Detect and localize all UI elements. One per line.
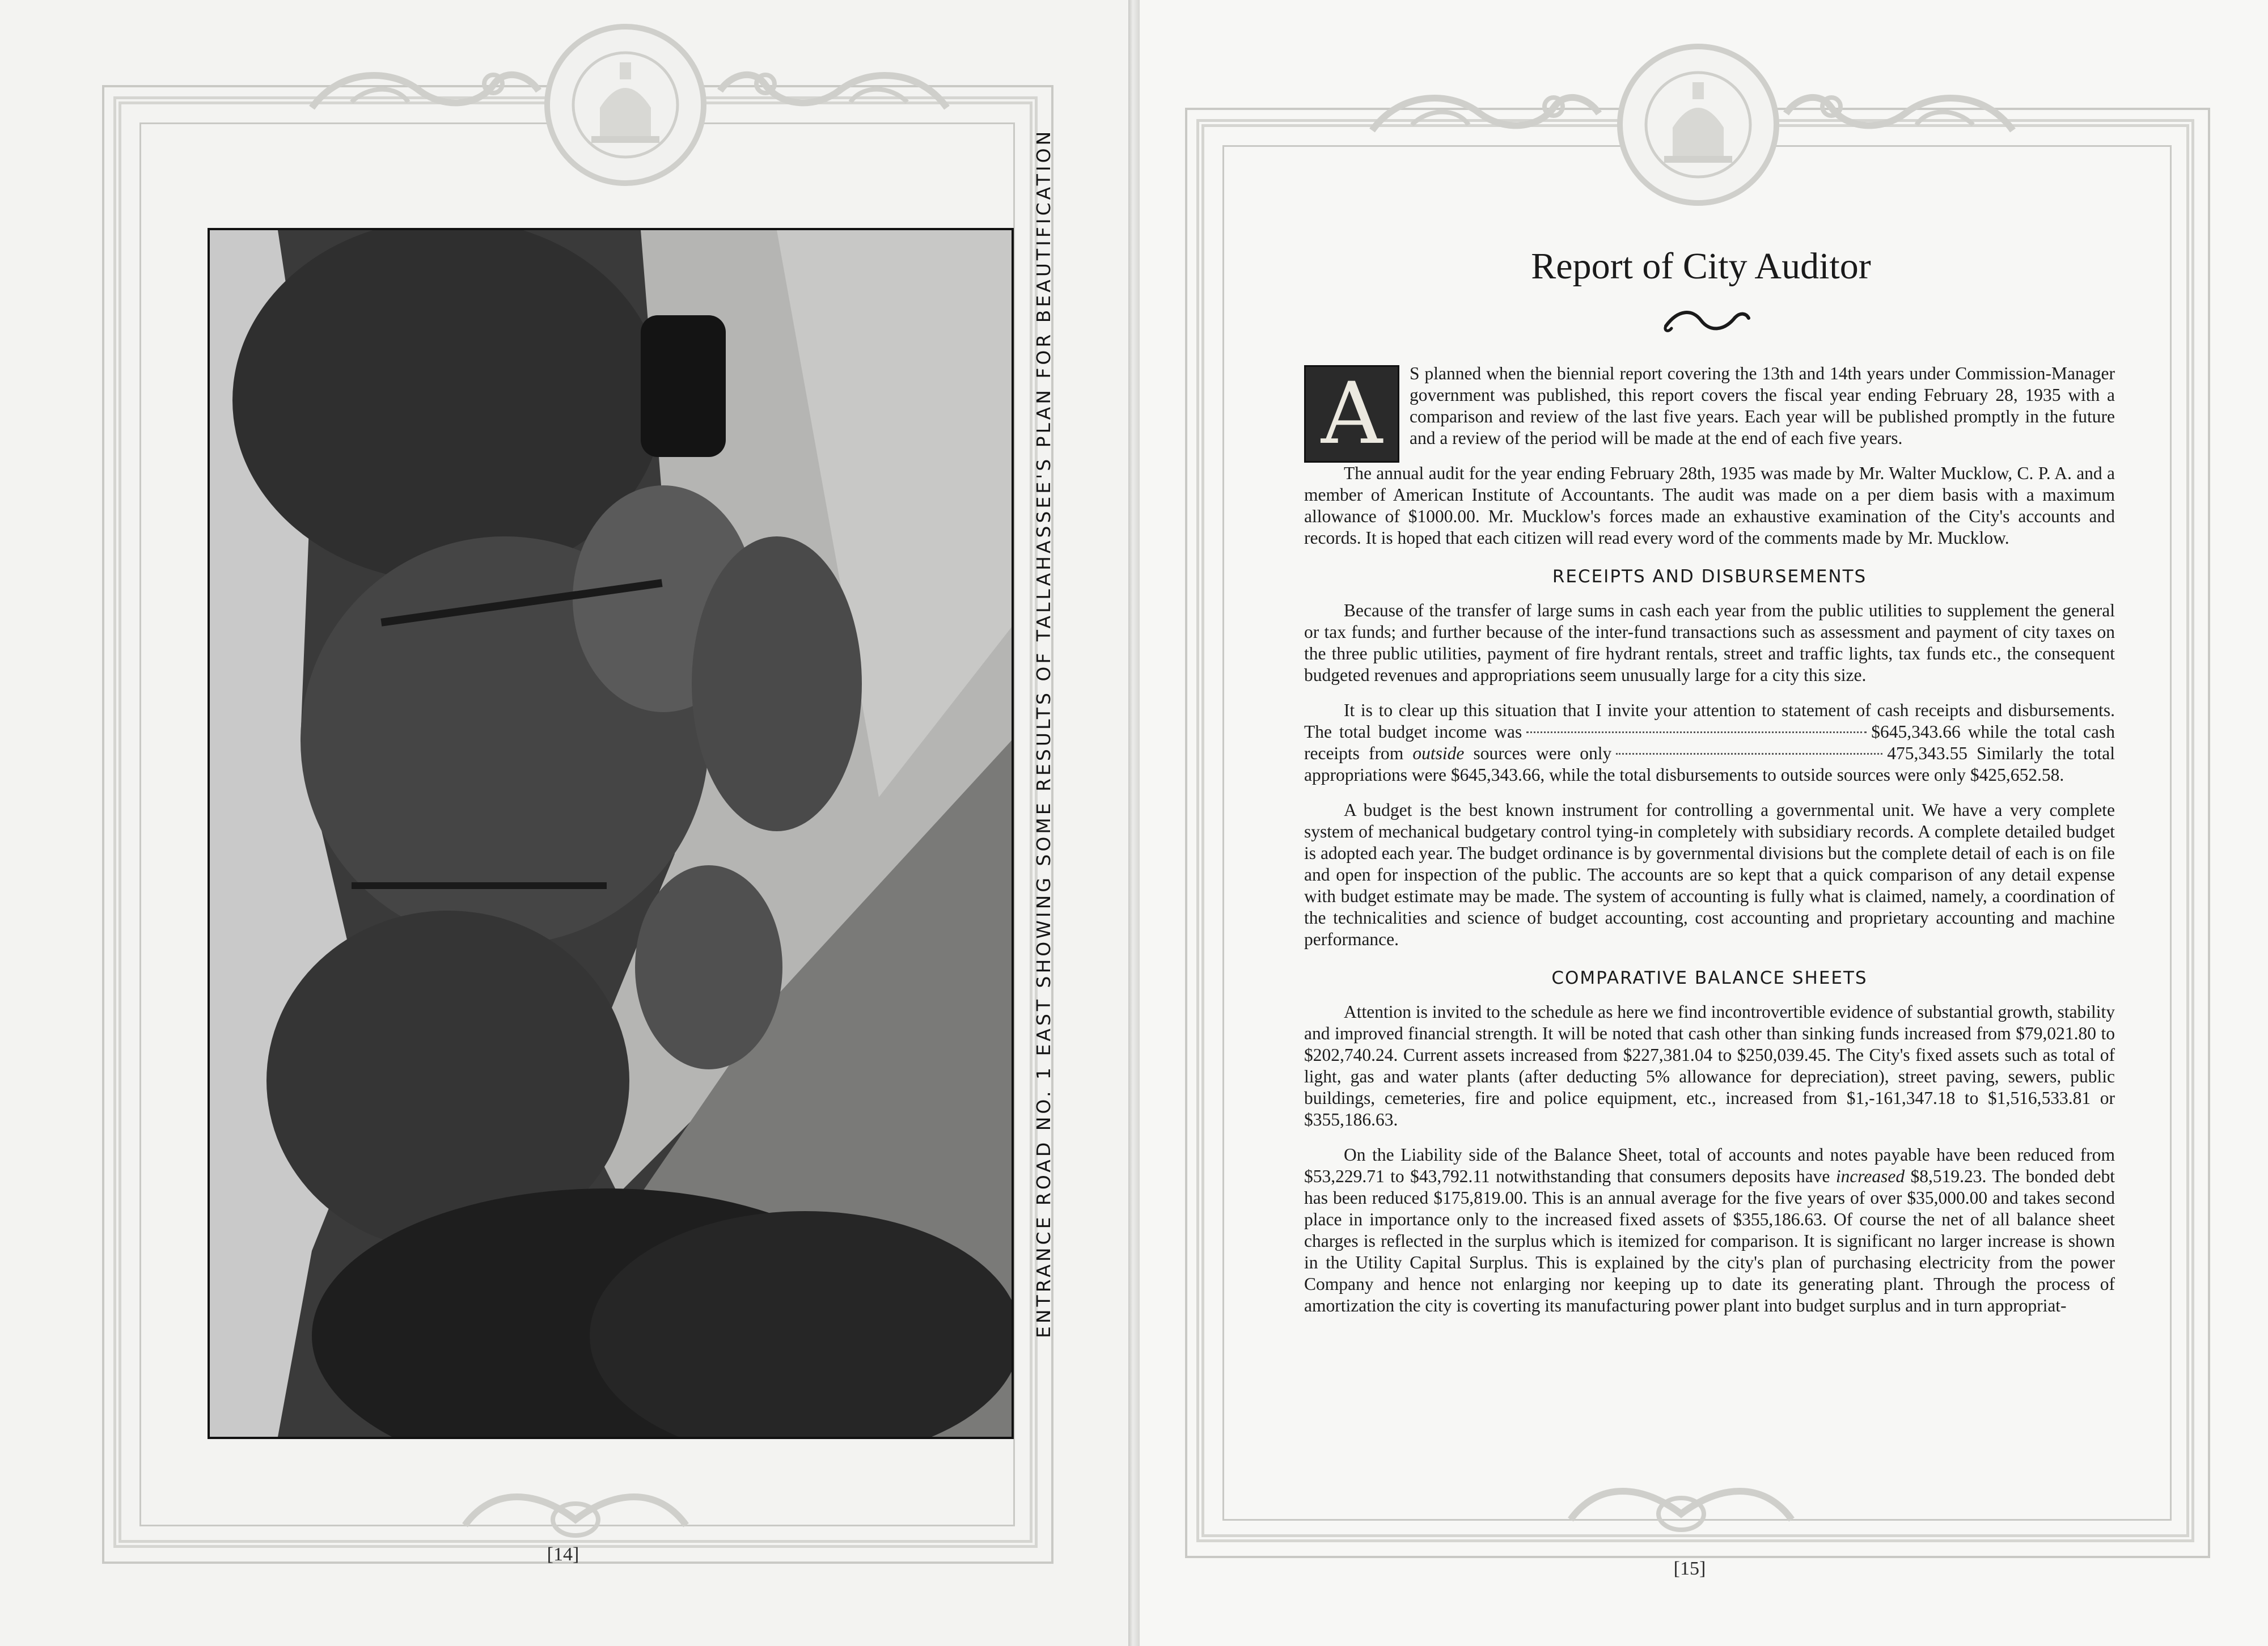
balance-paragraph-2 <box>1304 1144 2115 1317</box>
photo-caption: ENTRANCE ROAD NO. 1 EAST SHOWING SOME RESULTS OF TALLAHASSEE'S PLAN FOR BEAUTIFICATION <box>1033 128 1055 1338</box>
report-body <box>1304 363 2115 1330</box>
balance-paragraph-2-pre: On the Liability side of the Balance Sheet, total of accounts and notes payable have been reduced from $53,229.71 to $43,792.11 notwithstanding that consumers deposits have <box>1304 1145 2115 1186</box>
intro-paragraph <box>1304 363 2115 463</box>
balance-paragraph-1: Attention is invited to the schedule as here we find incontrovertible evidence of substantial growth, stability and improved financial strength. It will be noted that cash other than sinking funds increased from $79,021.80 to $202,740.24. Current assets increased from $227,381.04 to $250,039.45. The City's fixed assets such as total of light, gas and water plants (after deducting 5% allowance for depreciation), street paving, sewers, public buildings, cemeteries, fire and police equipment, etc., increased from $1,-161,347.18 to $1,516,533.81 or $355,186.63. <box>1304 1002 2115 1129</box>
city-seal-icon <box>543 23 708 187</box>
scroll-ornament-icon <box>714 57 953 125</box>
receipts-paragraph-1: Because of the transfer of large sums in cash each year from the public utilities to supplement the general or tax funds; and further because of the inter-fund transactions such as assessment and payment of city taxes on the three public utilities, payment of fire hydrant rentals, street and traffic lights, tax funds etc., the consequent budgeted revenues and appropriations seem unusually large for a city this size. <box>1304 600 2115 685</box>
receipts-paragraph-2b-post: sources were only <box>1473 743 1612 763</box>
budget-paragraph: A budget is the best known instrument for controlling a governmental unit. We have a very complete system of mechanical budgetary control tying-in completely with subsidiary records. A complete detailed budget is adopted each year. The budget ordinance is by governmental divisions but the complete detail of each is on file and open for inspection of the public. The accounts are so kept that a quick comparison of any detail expense with budget estimate may be made. The system of accounting is fully what is claimed, namely, a coordination of the technicalities and science of budget accounting, cost accounting and proprietary accounting and machine performance. <box>1304 800 2115 949</box>
scroll-ornament-icon <box>1780 79 2019 147</box>
bottom-scroll-ornament-icon <box>1559 1474 1803 1542</box>
receipts-paragraph-2c: Similarly the total appropriations were $645,343.66, while the total disbursements to outside sources were only $425,652.58. <box>1304 743 2115 785</box>
intro-text: S planned when the biennial report covering the 13th and 14th years under Commission-Manager government was published, this report covers the fiscal year ending February 28, 1935 with a comparison and review of the last five years. Each year will be published promptly in the future and a review of the period will be made at the end of each five years. <box>1410 363 2115 448</box>
balance-paragraph-2-post: $8,519.23. The bonded debt has been reduced $175,819.00. This is an annual average for the five years of over $35,000.00 and takes second place in importance only to the increased fixed assets of $355,186.63. Of course the net of all balance sheet charges is reflected in the surplus which is itemized for comparison. It is significant no larger increase is shown in the Utility Capital Surplus. This is explained by the city's plan of purchasing electricity from the power Company and hence not enlarging nor keeping up to date its generating plant. Through the process of amortization the city is coverting its manufacturing power plant into budget surplus and in turn appropriat- <box>1304 1166 2115 1315</box>
dropcap-letter: A <box>1321 365 1383 463</box>
emphasis-outside: outside <box>1412 743 1465 763</box>
section-heading-receipts: RECEIPTS AND DISBURSEMENTS <box>1552 566 1867 587</box>
section-heading-balance: COMPARATIVE BALANCE SHEETS <box>1551 968 1868 988</box>
page-number: [15] <box>1673 1558 1706 1579</box>
dot-leader <box>1526 731 1867 733</box>
scroll-ornament-icon <box>1366 79 1605 147</box>
book-gutter <box>1128 0 1140 1646</box>
left-page <box>0 0 1128 1646</box>
amount-outside: 475,343.55 <box>1887 743 1968 763</box>
audit-paragraph: The annual audit for the year ending February 28th, 1935 was made by Mr. Walter Mucklow, C. P. A. and a member of American Institute of Accountants. The audit was made on a per diem basis with a maximum allowance of $1000.00. Mr. Mucklow's forces made an exhaustive examination of the City's accounts and records. It is hoped that each citizen will read every word of the comments made by Mr. Mucklow. <box>1304 463 2115 548</box>
dot-leader <box>1616 753 1882 755</box>
city-seal-icon <box>1616 43 1780 207</box>
photo-entrance-road <box>208 228 1014 1439</box>
swash-ornament-icon <box>1661 303 1752 337</box>
emphasis-increased: increased <box>1835 1166 1905 1186</box>
bottom-scroll-ornament-icon <box>454 1480 697 1548</box>
page-title: Report of City Auditor <box>1531 246 1871 287</box>
receipts-paragraph-2b-pre: while the total cash receipts from <box>1304 722 2115 763</box>
scroll-ornament-icon <box>306 57 544 125</box>
receipts-paragraph-2a: It is to clear up this situation that I invite your attention to statement of cash receipts and disbursements. The total budget income was <box>1304 700 2115 742</box>
page-number: [14] <box>547 1544 579 1565</box>
dropcap-ornament <box>1304 365 1399 463</box>
amount-budget-income: $645,343.66 <box>1871 722 1961 742</box>
receipts-paragraph-2 <box>1304 700 2115 786</box>
